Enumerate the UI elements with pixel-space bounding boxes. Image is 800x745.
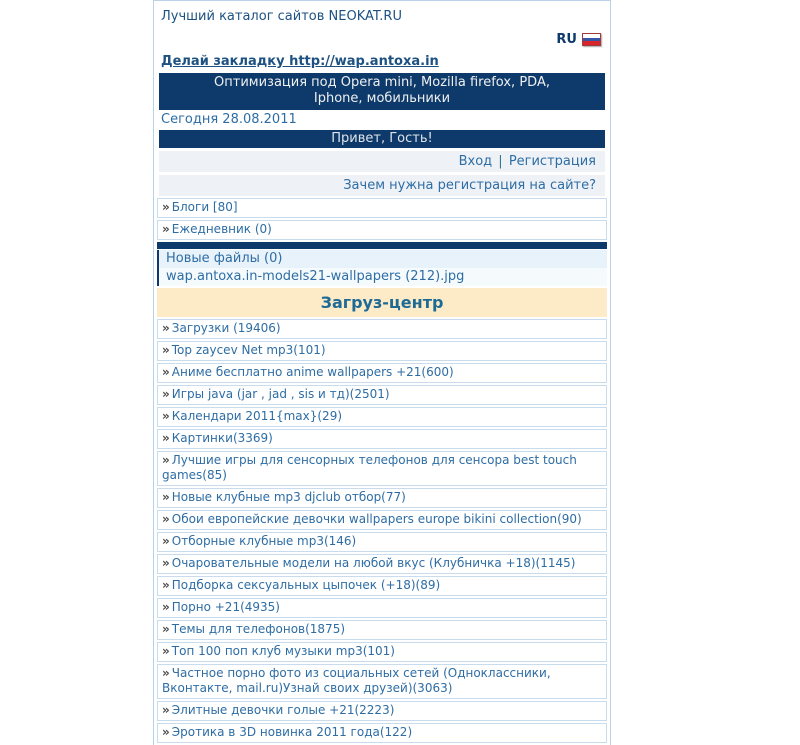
arrow-icon: » — [162, 644, 169, 658]
arrow-icon: » — [162, 409, 169, 423]
list-item[interactable] — [157, 407, 607, 427]
new-file-item-row[interactable] — [159, 268, 607, 286]
register-link[interactable]: Регистрация — [508, 154, 596, 169]
russia-flag-icon[interactable] — [582, 33, 601, 46]
list-item[interactable] — [157, 220, 607, 240]
arrow-icon: » — [162, 490, 169, 504]
list-item-link[interactable]: Элитные девочки голые +21(2223) — [171, 703, 395, 717]
language-row — [161, 32, 603, 50]
list-item-link[interactable]: Новые клубные mp3 djclub отбор(77) — [171, 490, 406, 504]
greeting-bar: Привет, Гость! — [159, 130, 605, 148]
arrow-icon: » — [162, 222, 169, 236]
arrow-icon: » — [162, 556, 169, 570]
list-item-link[interactable]: Календари 2011{max}(29) — [171, 409, 343, 423]
bookmark-link[interactable]: Делай закладку http://wap.antoxa.in — [161, 54, 439, 69]
list-item-link[interactable]: Подборка сексуальных цыпочек (+18)(89) — [171, 578, 441, 592]
new-files-link[interactable]: Новые файлы (0) — [166, 251, 283, 266]
list-item[interactable] — [157, 554, 607, 574]
list-item[interactable] — [157, 510, 607, 530]
list-item-link[interactable]: Порно +21(4935) — [171, 600, 280, 614]
list-item[interactable] — [157, 429, 607, 449]
download-center-list — [157, 319, 607, 743]
list-item-link[interactable]: Игры java (jar , jad , sis и тд)(2501) — [171, 387, 390, 401]
list-item[interactable] — [157, 664, 607, 699]
list-item[interactable] — [157, 451, 607, 486]
list-item-link[interactable]: Загрузки (19406) — [171, 321, 281, 335]
download-center-header: Загруз-центр — [157, 288, 607, 317]
arrow-icon: » — [162, 534, 169, 548]
arrow-icon: » — [162, 600, 169, 614]
list-item[interactable] — [157, 385, 607, 405]
new-file-item-link[interactable]: wap.antoxa.in-models21-wallpapers (212).jpg — [166, 269, 465, 284]
list-item[interactable] — [157, 642, 607, 662]
arrow-icon: » — [162, 512, 169, 526]
why-register-link[interactable]: Зачем нужна регистрация на сайте? — [343, 178, 596, 193]
quick-links-list — [157, 198, 607, 240]
section-divider — [157, 242, 607, 249]
arrow-icon: » — [162, 365, 169, 379]
list-item[interactable] — [157, 576, 607, 596]
list-item[interactable] — [157, 701, 607, 721]
list-item-link[interactable]: Ежедневник (0) — [171, 222, 272, 236]
list-item[interactable] — [157, 363, 607, 383]
arrow-icon: » — [162, 321, 169, 335]
content-column — [153, 0, 611, 745]
auth-row — [159, 151, 605, 172]
arrow-icon: » — [162, 578, 169, 592]
list-item[interactable] — [157, 319, 607, 339]
new-files-block — [157, 250, 607, 286]
list-item[interactable] — [157, 488, 607, 508]
arrow-icon: » — [162, 622, 169, 636]
page-header — [154, 4, 610, 73]
arrow-icon: » — [162, 200, 169, 214]
list-item[interactable] — [157, 598, 607, 618]
list-item-link[interactable]: Аниме бесплатно anime wallpapers +21(600) — [171, 365, 454, 379]
date-line: Сегодня 28.08.2011 — [161, 112, 297, 127]
arrow-icon: » — [162, 725, 169, 739]
list-item-link[interactable]: Эротика в 3D новинка 2011 года(122) — [171, 725, 413, 739]
list-item[interactable] — [157, 532, 607, 552]
why-register-row — [159, 175, 605, 196]
auth-separator: | — [498, 154, 503, 169]
arrow-icon: » — [162, 431, 169, 445]
site-title: Лучший каталог сайтов NEOKAT.RU — [161, 9, 402, 24]
list-item-link[interactable]: Темы для телефонов(1875) — [171, 622, 346, 636]
list-item-link[interactable]: Очаровательные модели на любой вкус (Клубничка +18)(1145) — [171, 556, 576, 570]
list-item[interactable] — [157, 341, 607, 361]
login-link[interactable]: Вход — [458, 154, 493, 169]
list-item-link[interactable]: Обои европейские девочки wallpapers europe bikini collection(90) — [171, 512, 582, 526]
flag-stripe-red — [583, 41, 600, 45]
arrow-icon: » — [162, 343, 169, 357]
list-item-link[interactable]: Картинки(3369) — [171, 431, 273, 445]
list-item[interactable] — [157, 723, 607, 743]
list-item-link[interactable]: Топ 100 поп клуб музыки mp3(101) — [171, 644, 395, 658]
list-item[interactable] — [157, 620, 607, 640]
arrow-icon: » — [162, 387, 169, 401]
list-item-link[interactable]: Лучшие игры для сенсорных телефонов для сенсора best touch games(85) — [162, 453, 577, 482]
list-item-link[interactable]: Частное порно фото из социальных сетей (Одноклассники, Вконтакте, mail.ru)Узнай своих друзей)(3063) — [162, 666, 551, 695]
list-item-link[interactable]: Отборные клубные mp3(146) — [171, 534, 357, 548]
list-item-link[interactable]: Блоги [80] — [171, 200, 238, 214]
arrow-icon: » — [162, 703, 169, 717]
arrow-icon: » — [162, 666, 169, 680]
language-label[interactable]: RU — [556, 32, 577, 47]
arrow-icon: » — [162, 453, 169, 467]
list-item[interactable] — [157, 198, 607, 218]
optimization-banner: Оптимизация под Opera mini, Mozilla firefox, PDA, Iphone, мобильники — [159, 73, 605, 110]
list-item-link[interactable]: Top zaycev Net mp3(101) — [171, 343, 326, 357]
new-files-row[interactable] — [159, 250, 607, 268]
